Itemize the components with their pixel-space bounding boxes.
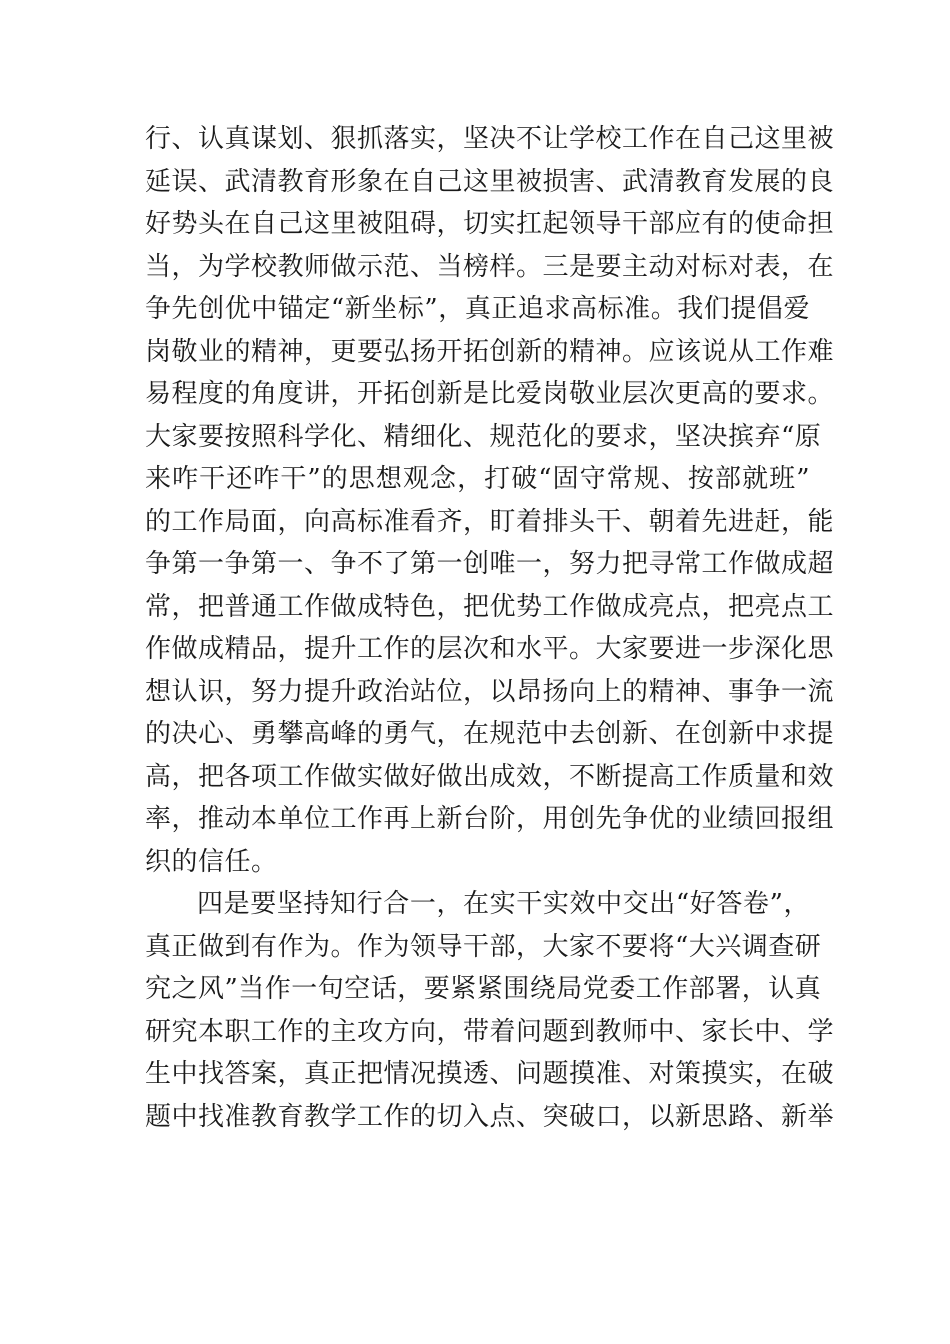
text-line: 作做成精品，提升工作的层次和水平。大家要进一步深化思: [145, 634, 835, 664]
text-line: 真正做到有作为。作为领导干部，大家不要将“大兴调查研: [145, 931, 822, 962]
text-line: 争第一争第一、争不了第一创唯一，努力把寻常工作做成超: [145, 549, 835, 579]
text-line-paragraph-end: 织的信任。: [145, 846, 278, 877]
text-line: 行、认真谋划、狠抓落实，坚决不让学校工作在自己这里被: [145, 124, 835, 154]
text-line: 当，为学校教师做示范、当榜样。三是要主动对标对表，在: [145, 251, 835, 282]
text-line: 高，把各项工作做实做好做出成效，不断提高工作质量和效: [145, 761, 835, 792]
text-line: 究之风”当作一句空话，要紧紧围绕局党委工作部署，认真: [145, 974, 822, 1004]
text-line: 延误、武清教育形象在自己这里被损害、武清教育发展的良: [145, 166, 835, 197]
text-line: 常，把普通工作做成特色，把优势工作做成亮点，把亮点工: [145, 591, 835, 622]
text-line: 来咋干还咋干”的思想观念，打破“固守常规、按部就班”: [145, 464, 810, 494]
text-line: 大家要按照科学化、精细化、规范化的要求，坚决摈弃“原: [145, 421, 822, 452]
text-line: 率，推动本单位工作再上新台阶，用创先争优的业绩回报组: [145, 804, 835, 834]
text-line: 的决心、勇攀高峰的勇气，在规范中去创新、在创新中求提: [145, 719, 835, 749]
text-line: 研究本职工作的主攻方向，带着问题到教师中、家长中、学: [145, 1016, 835, 1047]
text-line: 争先创优中锚定“新坐标”，真正追求高标准。我们提倡爱: [145, 294, 810, 324]
body-text: [145, 118, 835, 1138]
text-line: 易程度的角度讲，开拓创新是比爱岗敬业层次更高的要求。: [145, 379, 835, 409]
text-line: 题中找准教育教学工作的切入点、突破口，以新思路、新举: [145, 1101, 835, 1132]
text-line: 生中找答案，真正把情况摸透、问题摸准、对策摸实，在破: [145, 1059, 835, 1089]
text-line: 好势头在自己这里被阻碍，切实扛起领导干部应有的使命担: [145, 209, 835, 239]
text-line-paragraph-start: 四是要坚持知行合一，在实干实效中交出“好答卷”，: [197, 889, 810, 919]
text-line: 想认识，努力提升政治站位，以昂扬向上的精神、事争一流: [145, 676, 835, 707]
text-line: 的工作局面，向高标准看齐，盯着排头干、朝着先进赶，能: [145, 506, 835, 537]
text-line: 岗敬业的精神，更要弘扬开拓创新的精神。应该说从工作难: [145, 336, 835, 367]
